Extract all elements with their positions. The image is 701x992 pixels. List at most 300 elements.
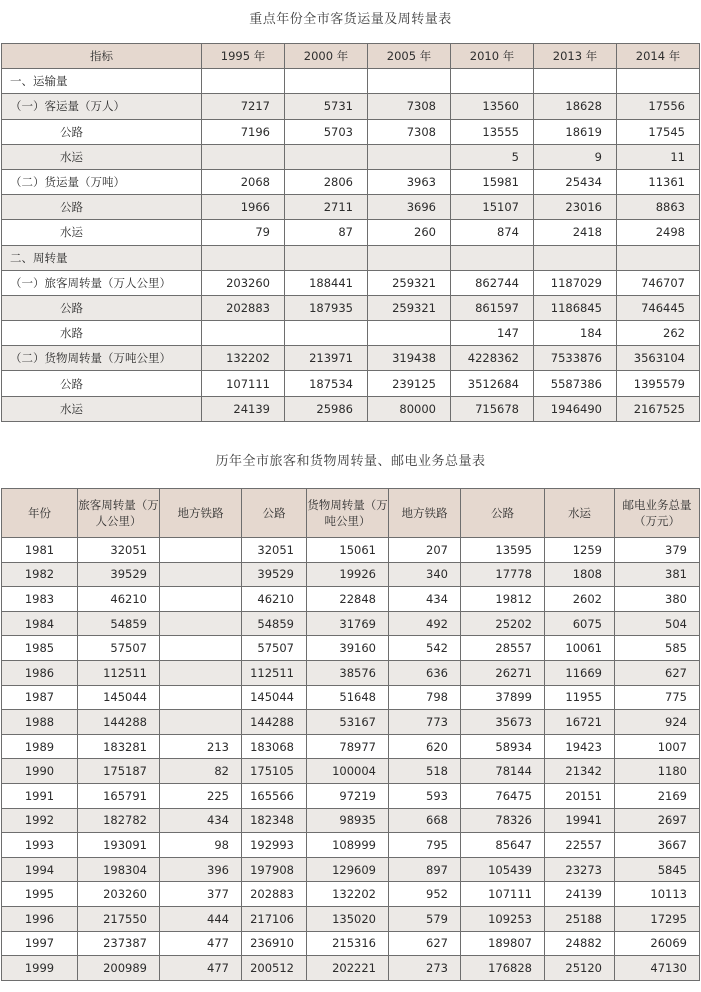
data-cell: 197908 [242, 857, 307, 882]
data-cell: 7308 [368, 94, 451, 119]
year-cell: 1989 [2, 734, 78, 759]
data-cell [451, 245, 534, 270]
table-row [2, 562, 700, 587]
row-label: 水运 [2, 144, 202, 169]
data-cell: 16721 [545, 710, 615, 735]
data-cell: 24139 [545, 882, 615, 907]
data-cell: 53167 [307, 710, 389, 735]
table1-title: 重点年份全市客货运量及周转量表 [249, 12, 452, 27]
data-cell: 132202 [202, 346, 285, 371]
data-cell [285, 144, 368, 169]
year-cell: 1990 [2, 759, 78, 784]
data-cell: 9 [534, 144, 617, 169]
data-cell: 145044 [78, 685, 160, 710]
data-cell: 775 [615, 685, 700, 710]
data-cell: 7533876 [534, 346, 617, 371]
data-cell [368, 321, 451, 346]
data-cell: 434 [160, 808, 242, 833]
data-cell: 236910 [242, 931, 307, 956]
year-cell: 1984 [2, 611, 78, 636]
row-label: 公路 [2, 371, 202, 396]
row-label: （一）客运量（万人） [2, 94, 202, 119]
data-cell: 504 [615, 611, 700, 636]
column-header: 2013 年 [534, 44, 617, 69]
data-cell [160, 538, 242, 563]
data-cell: 237387 [78, 931, 160, 956]
data-cell: 273 [389, 956, 461, 981]
data-cell: 39529 [78, 562, 160, 587]
data-cell: 183068 [242, 734, 307, 759]
data-cell: 25202 [461, 611, 545, 636]
data-cell [617, 245, 700, 270]
table-row [2, 245, 700, 270]
data-cell: 54859 [78, 611, 160, 636]
column-header: 指标 [2, 44, 202, 69]
data-cell: 32051 [78, 538, 160, 563]
data-cell: 340 [389, 562, 461, 587]
data-cell: 109253 [461, 906, 545, 931]
column-header: 地方铁路 [389, 489, 461, 538]
table-row [2, 636, 700, 661]
data-cell: 35673 [461, 710, 545, 735]
column-header: 年份 [2, 489, 78, 538]
data-cell: 585 [615, 636, 700, 661]
data-cell [368, 245, 451, 270]
row-label: （一）旅客周转量（万人公里） [2, 270, 202, 295]
data-cell: 2602 [545, 587, 615, 612]
data-cell: 189807 [461, 931, 545, 956]
data-cell [160, 710, 242, 735]
row-label: 水路 [2, 321, 202, 346]
data-cell: 5 [451, 144, 534, 169]
row-label: （二）货运量（万吨） [2, 169, 202, 194]
data-cell: 3512684 [451, 371, 534, 396]
data-cell: 175187 [78, 759, 160, 784]
data-cell: 798 [389, 685, 461, 710]
row-label: 水运 [2, 220, 202, 245]
data-cell: 165791 [78, 783, 160, 808]
data-cell: 924 [615, 710, 700, 735]
data-cell: 1259 [545, 538, 615, 563]
data-cell: 259321 [368, 270, 451, 295]
table-row [2, 660, 700, 685]
data-cell: 144288 [242, 710, 307, 735]
table-row [2, 734, 700, 759]
data-cell: 952 [389, 882, 461, 907]
data-cell: 82 [160, 759, 242, 784]
data-cell [202, 245, 285, 270]
data-cell: 107111 [202, 371, 285, 396]
data-cell: 100004 [307, 759, 389, 784]
data-cell: 175105 [242, 759, 307, 784]
table-row [2, 783, 700, 808]
data-cell [160, 611, 242, 636]
data-cell: 19423 [545, 734, 615, 759]
data-cell: 202221 [307, 956, 389, 981]
column-header: 邮电业务总量（万元） [615, 489, 700, 538]
column-header: 货物周转量（万吨公里） [307, 489, 389, 538]
data-cell: 3696 [368, 195, 451, 220]
data-cell [285, 69, 368, 94]
data-cell: 31769 [307, 611, 389, 636]
data-cell [202, 321, 285, 346]
data-cell: 862744 [451, 270, 534, 295]
table1-header-row [2, 44, 700, 69]
data-cell: 80000 [368, 396, 451, 421]
data-cell: 25120 [545, 956, 615, 981]
data-cell: 636 [389, 660, 461, 685]
data-cell: 1946490 [534, 396, 617, 421]
data-cell: 668 [389, 808, 461, 833]
data-cell [534, 245, 617, 270]
table-row [2, 321, 700, 346]
data-cell: 184 [534, 321, 617, 346]
column-header: 公路 [461, 489, 545, 538]
table-row [2, 169, 700, 194]
data-cell: 57507 [78, 636, 160, 661]
data-cell: 200512 [242, 956, 307, 981]
column-header: 2005 年 [368, 44, 451, 69]
data-cell: 182348 [242, 808, 307, 833]
data-cell: 19941 [545, 808, 615, 833]
data-cell: 2711 [285, 195, 368, 220]
column-header: 2000 年 [285, 44, 368, 69]
data-cell: 5731 [285, 94, 368, 119]
data-cell: 192993 [242, 833, 307, 858]
data-cell: 87 [285, 220, 368, 245]
data-cell: 47130 [615, 956, 700, 981]
table-row [2, 94, 700, 119]
year-cell: 1999 [2, 956, 78, 981]
data-cell: 188441 [285, 270, 368, 295]
data-cell: 897 [389, 857, 461, 882]
table-row [2, 587, 700, 612]
data-cell: 78326 [461, 808, 545, 833]
table-row [2, 685, 700, 710]
data-cell: 21342 [545, 759, 615, 784]
data-cell: 54859 [242, 611, 307, 636]
data-cell: 85647 [461, 833, 545, 858]
data-cell: 98 [160, 833, 242, 858]
data-cell: 18619 [534, 119, 617, 144]
data-cell: 207 [389, 538, 461, 563]
data-cell: 24882 [545, 931, 615, 956]
data-cell: 147 [451, 321, 534, 346]
data-cell: 1180 [615, 759, 700, 784]
data-cell: 19812 [461, 587, 545, 612]
data-cell: 5703 [285, 119, 368, 144]
data-cell: 259321 [368, 295, 451, 320]
column-header: 2014 年 [617, 44, 700, 69]
data-cell: 11669 [545, 660, 615, 685]
data-cell: 492 [389, 611, 461, 636]
data-cell: 11955 [545, 685, 615, 710]
data-cell: 10113 [615, 882, 700, 907]
data-cell: 144288 [78, 710, 160, 735]
data-cell: 202883 [242, 882, 307, 907]
data-cell [160, 636, 242, 661]
data-cell: 46210 [242, 587, 307, 612]
data-cell: 22557 [545, 833, 615, 858]
data-cell: 13560 [451, 94, 534, 119]
data-cell: 17778 [461, 562, 545, 587]
data-cell: 2169 [615, 783, 700, 808]
data-cell: 145044 [242, 685, 307, 710]
data-cell [451, 69, 534, 94]
row-label: 公路 [2, 195, 202, 220]
table2-header-row [2, 489, 700, 538]
data-cell: 746707 [617, 270, 700, 295]
data-cell: 444 [160, 906, 242, 931]
table-row [2, 808, 700, 833]
data-cell: 28557 [461, 636, 545, 661]
data-cell: 24139 [202, 396, 285, 421]
data-cell: 17295 [615, 906, 700, 931]
data-cell: 203260 [78, 882, 160, 907]
data-cell: 5845 [615, 857, 700, 882]
data-cell: 25986 [285, 396, 368, 421]
table-row [2, 220, 700, 245]
data-cell: 135020 [307, 906, 389, 931]
data-cell: 200989 [78, 956, 160, 981]
data-cell [285, 321, 368, 346]
data-cell: 105439 [461, 857, 545, 882]
data-cell: 215316 [307, 931, 389, 956]
data-cell: 11361 [617, 169, 700, 194]
data-cell: 6075 [545, 611, 615, 636]
data-cell: 13555 [451, 119, 534, 144]
data-cell: 182782 [78, 808, 160, 833]
table-row [2, 538, 700, 563]
data-cell: 5587386 [534, 371, 617, 396]
data-cell: 8863 [617, 195, 700, 220]
data-cell: 78977 [307, 734, 389, 759]
data-cell: 25434 [534, 169, 617, 194]
table-row [2, 931, 700, 956]
year-cell: 1983 [2, 587, 78, 612]
data-cell [368, 144, 451, 169]
data-cell: 2418 [534, 220, 617, 245]
row-label: 二、周转量 [2, 245, 202, 270]
table-row [2, 144, 700, 169]
table-row [2, 710, 700, 735]
data-cell: 593 [389, 783, 461, 808]
data-cell: 217550 [78, 906, 160, 931]
data-cell: 217106 [242, 906, 307, 931]
data-cell: 112511 [78, 660, 160, 685]
data-cell: 260 [368, 220, 451, 245]
data-cell: 518 [389, 759, 461, 784]
data-cell: 2167525 [617, 396, 700, 421]
data-cell: 58934 [461, 734, 545, 759]
data-cell: 20151 [545, 783, 615, 808]
year-cell: 1987 [2, 685, 78, 710]
data-cell: 26271 [461, 660, 545, 685]
data-cell: 620 [389, 734, 461, 759]
data-cell: 795 [389, 833, 461, 858]
data-cell: 380 [615, 587, 700, 612]
year-cell: 1993 [2, 833, 78, 858]
data-cell [160, 685, 242, 710]
data-cell: 25188 [545, 906, 615, 931]
data-cell: 3563104 [617, 346, 700, 371]
row-label: （二）货物周转量（万吨公里） [2, 346, 202, 371]
data-cell: 22848 [307, 587, 389, 612]
data-cell: 15981 [451, 169, 534, 194]
data-cell: 2697 [615, 808, 700, 833]
turnover-postal-table [1, 488, 700, 981]
data-cell: 396 [160, 857, 242, 882]
data-cell: 97219 [307, 783, 389, 808]
table-row [2, 346, 700, 371]
data-cell: 7196 [202, 119, 285, 144]
data-cell: 10061 [545, 636, 615, 661]
data-cell: 319438 [368, 346, 451, 371]
data-cell [368, 69, 451, 94]
table2-title: 历年全市旅客和货物周转量、邮电业务总量表 [215, 454, 486, 469]
table-row [2, 396, 700, 421]
data-cell: 203260 [202, 270, 285, 295]
year-cell: 1994 [2, 857, 78, 882]
column-header: 旅客周转量（万人公里） [78, 489, 160, 538]
data-cell: 39529 [242, 562, 307, 587]
year-cell: 1997 [2, 931, 78, 956]
table-row [2, 611, 700, 636]
data-cell: 874 [451, 220, 534, 245]
data-cell: 3667 [615, 833, 700, 858]
table-row [2, 857, 700, 882]
data-cell: 213 [160, 734, 242, 759]
data-cell: 112511 [242, 660, 307, 685]
data-cell: 3963 [368, 169, 451, 194]
table-row [2, 295, 700, 320]
data-cell: 4228362 [451, 346, 534, 371]
data-cell: 17545 [617, 119, 700, 144]
data-cell: 57507 [242, 636, 307, 661]
data-cell: 1186845 [534, 295, 617, 320]
table-row [2, 956, 700, 981]
data-cell [285, 245, 368, 270]
data-cell: 17556 [617, 94, 700, 119]
data-cell: 2806 [285, 169, 368, 194]
column-header: 1995 年 [202, 44, 285, 69]
data-cell: 239125 [368, 371, 451, 396]
data-cell: 1187029 [534, 270, 617, 295]
table-row [2, 119, 700, 144]
data-cell: 262 [617, 321, 700, 346]
year-cell: 1988 [2, 710, 78, 735]
column-header: 2010 年 [451, 44, 534, 69]
row-label: 一、运输量 [2, 69, 202, 94]
data-cell [534, 69, 617, 94]
table-row [2, 833, 700, 858]
data-cell: 19926 [307, 562, 389, 587]
data-cell: 773 [389, 710, 461, 735]
year-cell: 1982 [2, 562, 78, 587]
table-row [2, 69, 700, 94]
data-cell: 377 [160, 882, 242, 907]
data-cell: 1395579 [617, 371, 700, 396]
data-cell [160, 562, 242, 587]
data-cell: 37899 [461, 685, 545, 710]
data-cell: 176828 [461, 956, 545, 981]
data-cell: 108999 [307, 833, 389, 858]
data-cell: 32051 [242, 538, 307, 563]
data-cell: 1966 [202, 195, 285, 220]
data-cell: 76475 [461, 783, 545, 808]
row-label: 水运 [2, 396, 202, 421]
data-cell: 51648 [307, 685, 389, 710]
data-cell: 26069 [615, 931, 700, 956]
data-cell: 7308 [368, 119, 451, 144]
table-row [2, 371, 700, 396]
year-cell: 1981 [2, 538, 78, 563]
data-cell: 46210 [78, 587, 160, 612]
data-cell: 23016 [534, 195, 617, 220]
data-cell: 98935 [307, 808, 389, 833]
data-cell: 129609 [307, 857, 389, 882]
data-cell: 715678 [451, 396, 534, 421]
data-cell: 746445 [617, 295, 700, 320]
table-row [2, 906, 700, 931]
table-row [2, 759, 700, 784]
data-cell: 1808 [545, 562, 615, 587]
data-cell: 13595 [461, 538, 545, 563]
row-label: 公路 [2, 119, 202, 144]
data-cell: 193091 [78, 833, 160, 858]
year-cell: 1992 [2, 808, 78, 833]
data-cell: 627 [389, 931, 461, 956]
data-cell: 7217 [202, 94, 285, 119]
data-cell: 381 [615, 562, 700, 587]
transport-volume-table [1, 43, 700, 422]
data-cell: 183281 [78, 734, 160, 759]
row-label: 公路 [2, 295, 202, 320]
table-row [2, 270, 700, 295]
data-cell: 78144 [461, 759, 545, 784]
data-cell: 1007 [615, 734, 700, 759]
data-cell: 379 [615, 538, 700, 563]
data-cell: 15107 [451, 195, 534, 220]
data-cell: 165566 [242, 783, 307, 808]
data-cell: 225 [160, 783, 242, 808]
data-cell: 107111 [461, 882, 545, 907]
year-cell: 1996 [2, 906, 78, 931]
data-cell [202, 69, 285, 94]
data-cell: 2498 [617, 220, 700, 245]
data-cell: 198304 [78, 857, 160, 882]
data-cell [617, 69, 700, 94]
data-cell: 627 [615, 660, 700, 685]
data-cell [160, 660, 242, 685]
data-cell: 187935 [285, 295, 368, 320]
table-row [2, 882, 700, 907]
data-cell: 39160 [307, 636, 389, 661]
data-cell: 579 [389, 906, 461, 931]
data-cell: 434 [389, 587, 461, 612]
data-cell [160, 587, 242, 612]
data-cell: 38576 [307, 660, 389, 685]
year-cell: 1995 [2, 882, 78, 907]
data-cell [202, 144, 285, 169]
data-cell: 18628 [534, 94, 617, 119]
data-cell: 11 [617, 144, 700, 169]
column-header: 水运 [545, 489, 615, 538]
table-row [2, 195, 700, 220]
data-cell: 542 [389, 636, 461, 661]
data-cell: 477 [160, 956, 242, 981]
year-cell: 1985 [2, 636, 78, 661]
